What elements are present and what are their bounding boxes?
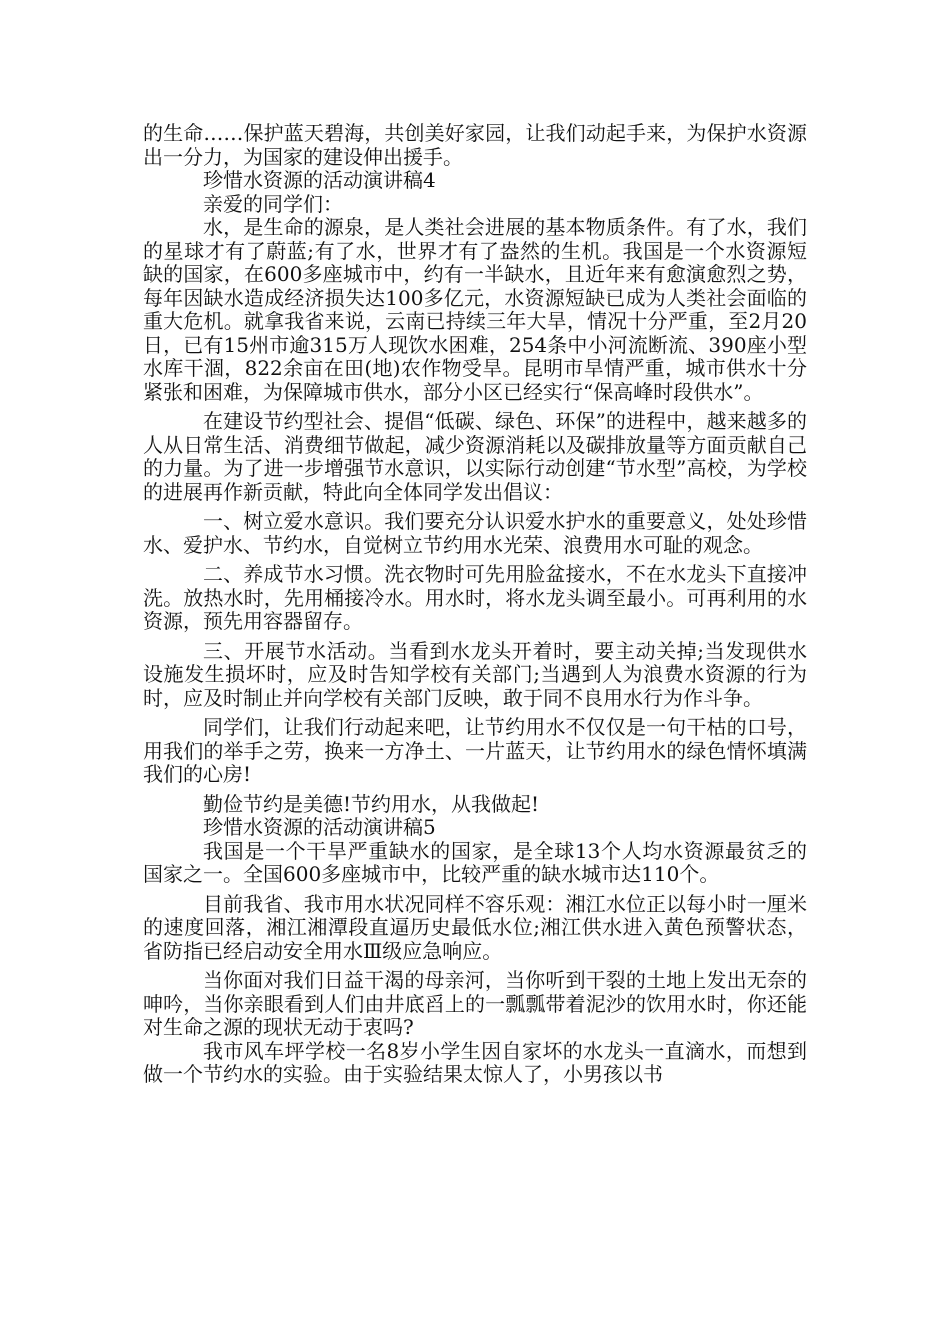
paragraph-mother-river: 当你面对我们日益干渴的母亲河，当你听到干裂的土地上发出无奈的呻吟，当你亲眼看到人们由井底舀上的一瓢瓢带着泥沙的饮用水时，你还能对生命之源的现状无动于衷吗? <box>143 968 807 1039</box>
paragraph-point-1: 一、树立爱水意识。我们要充分认识爱水护水的重要意义，处处珍惜水、爱护水、节约水，自觉树立节约用水光荣、浪费用水可耻的观念。 <box>143 509 807 557</box>
paragraph-continuation: 的生命……保护蓝天碧海，共创美好家园，让我们动起手来，为保护水资源出一分力，为国家的建设伸出援手。 <box>143 121 807 169</box>
salutation: 亲爱的同学们： <box>203 191 343 216</box>
paragraph-drought-nation: 我国是一个干旱严重缺水的国家，是全球13个人均水资源最贫乏的国家之一。全国600多座城市中，比较严重的缺水城市达110个。 <box>143 838 807 886</box>
speech-title-5: 珍惜水资源的活动演讲稿5 <box>203 815 436 839</box>
paragraph-point-3: 三、开展节水活动。当看到水龙头开着时，要主动关掉;当发现供水设施发生损坏时，应及时告知学校有关部门;当遇到人为浪费水资源的行为时，应及时制止并向学校有关部门反映，敢于同不良用水行为作斗争。 <box>143 638 807 710</box>
paragraph-slogan: 勤俭节约是美德!节约用水，从我做起! <box>203 791 540 816</box>
paragraph-xiangjiang: 目前我省、我市用水状况同样不容乐观：湘江水位正以每小时一厘米的速度回落，湘江湘潭段直逼历史最低水位;湘江供水进入黄色预警状态，省防指已经启动安全用水Ⅲ级应急响应。 <box>143 891 807 963</box>
paragraph-water-source: 水，是生命的源泉，是人类社会进展的基本物质条件。有了水，我们的星球才有了蔚蓝;有了水，世界才有了盎然的生机。我国是一个水资源短缺的国家，在600多座城市中，约有一半缺水，且近年来有愈演愈烈之势，每年因缺水造成经济损失达100多亿元，水资源短缺已成为人类社会面临的重大危机。就拿我省来说，云南已持续三年大旱，情况十分严重，至2月20日，已有15州市逾315万人现饮水困难，254条中小河流断流、390座小型水库干涸，822余亩在田(地)农作物受旱。昆明市旱情严重，城市供水十分紧张和困难，为保障城市供水，部分小区已经实行“保高峰时段供水”。 <box>143 215 807 404</box>
document-page <box>143 122 807 1087</box>
paragraph-call-to-action: 同学们，让我们行动起来吧，让节约用水不仅仅是一句干枯的口号，用我们的举手之劳，换来一方净土、一片蓝天，让节约用水的绿色情怀填满我们的心房! <box>143 715 807 786</box>
paragraph-point-2: 二、养成节水习惯。洗衣物时可先用脸盆接水，不在水龙头下直接冲洗。放热水时，先用桶接冷水。用水时，将水龙头调至最小。可再利用的水资源，预先用容器留存。 <box>143 562 807 633</box>
speech-title-4: 珍惜水资源的活动演讲稿4 <box>203 168 436 192</box>
paragraph-initiative: 在建设节约型社会、提倡“低碳、绿色、环保”的进程中，越来越多的人从日常生活、消费细节做起，减少资源消耗以及碳排放量等方面贡献自己的力量。为了进一步增强节水意识，以实际行动创建“节水型”高校，为学校的进展再作新贡献，特此向全体同学发出倡议： <box>143 409 807 504</box>
paragraph-experiment: 我市风车坪学校一名8岁小学生因自家坏的水龙头一直滴水，而想到做一个节约水的实验。由于实验结果太惊人了，小男孩以书 <box>143 1038 807 1086</box>
